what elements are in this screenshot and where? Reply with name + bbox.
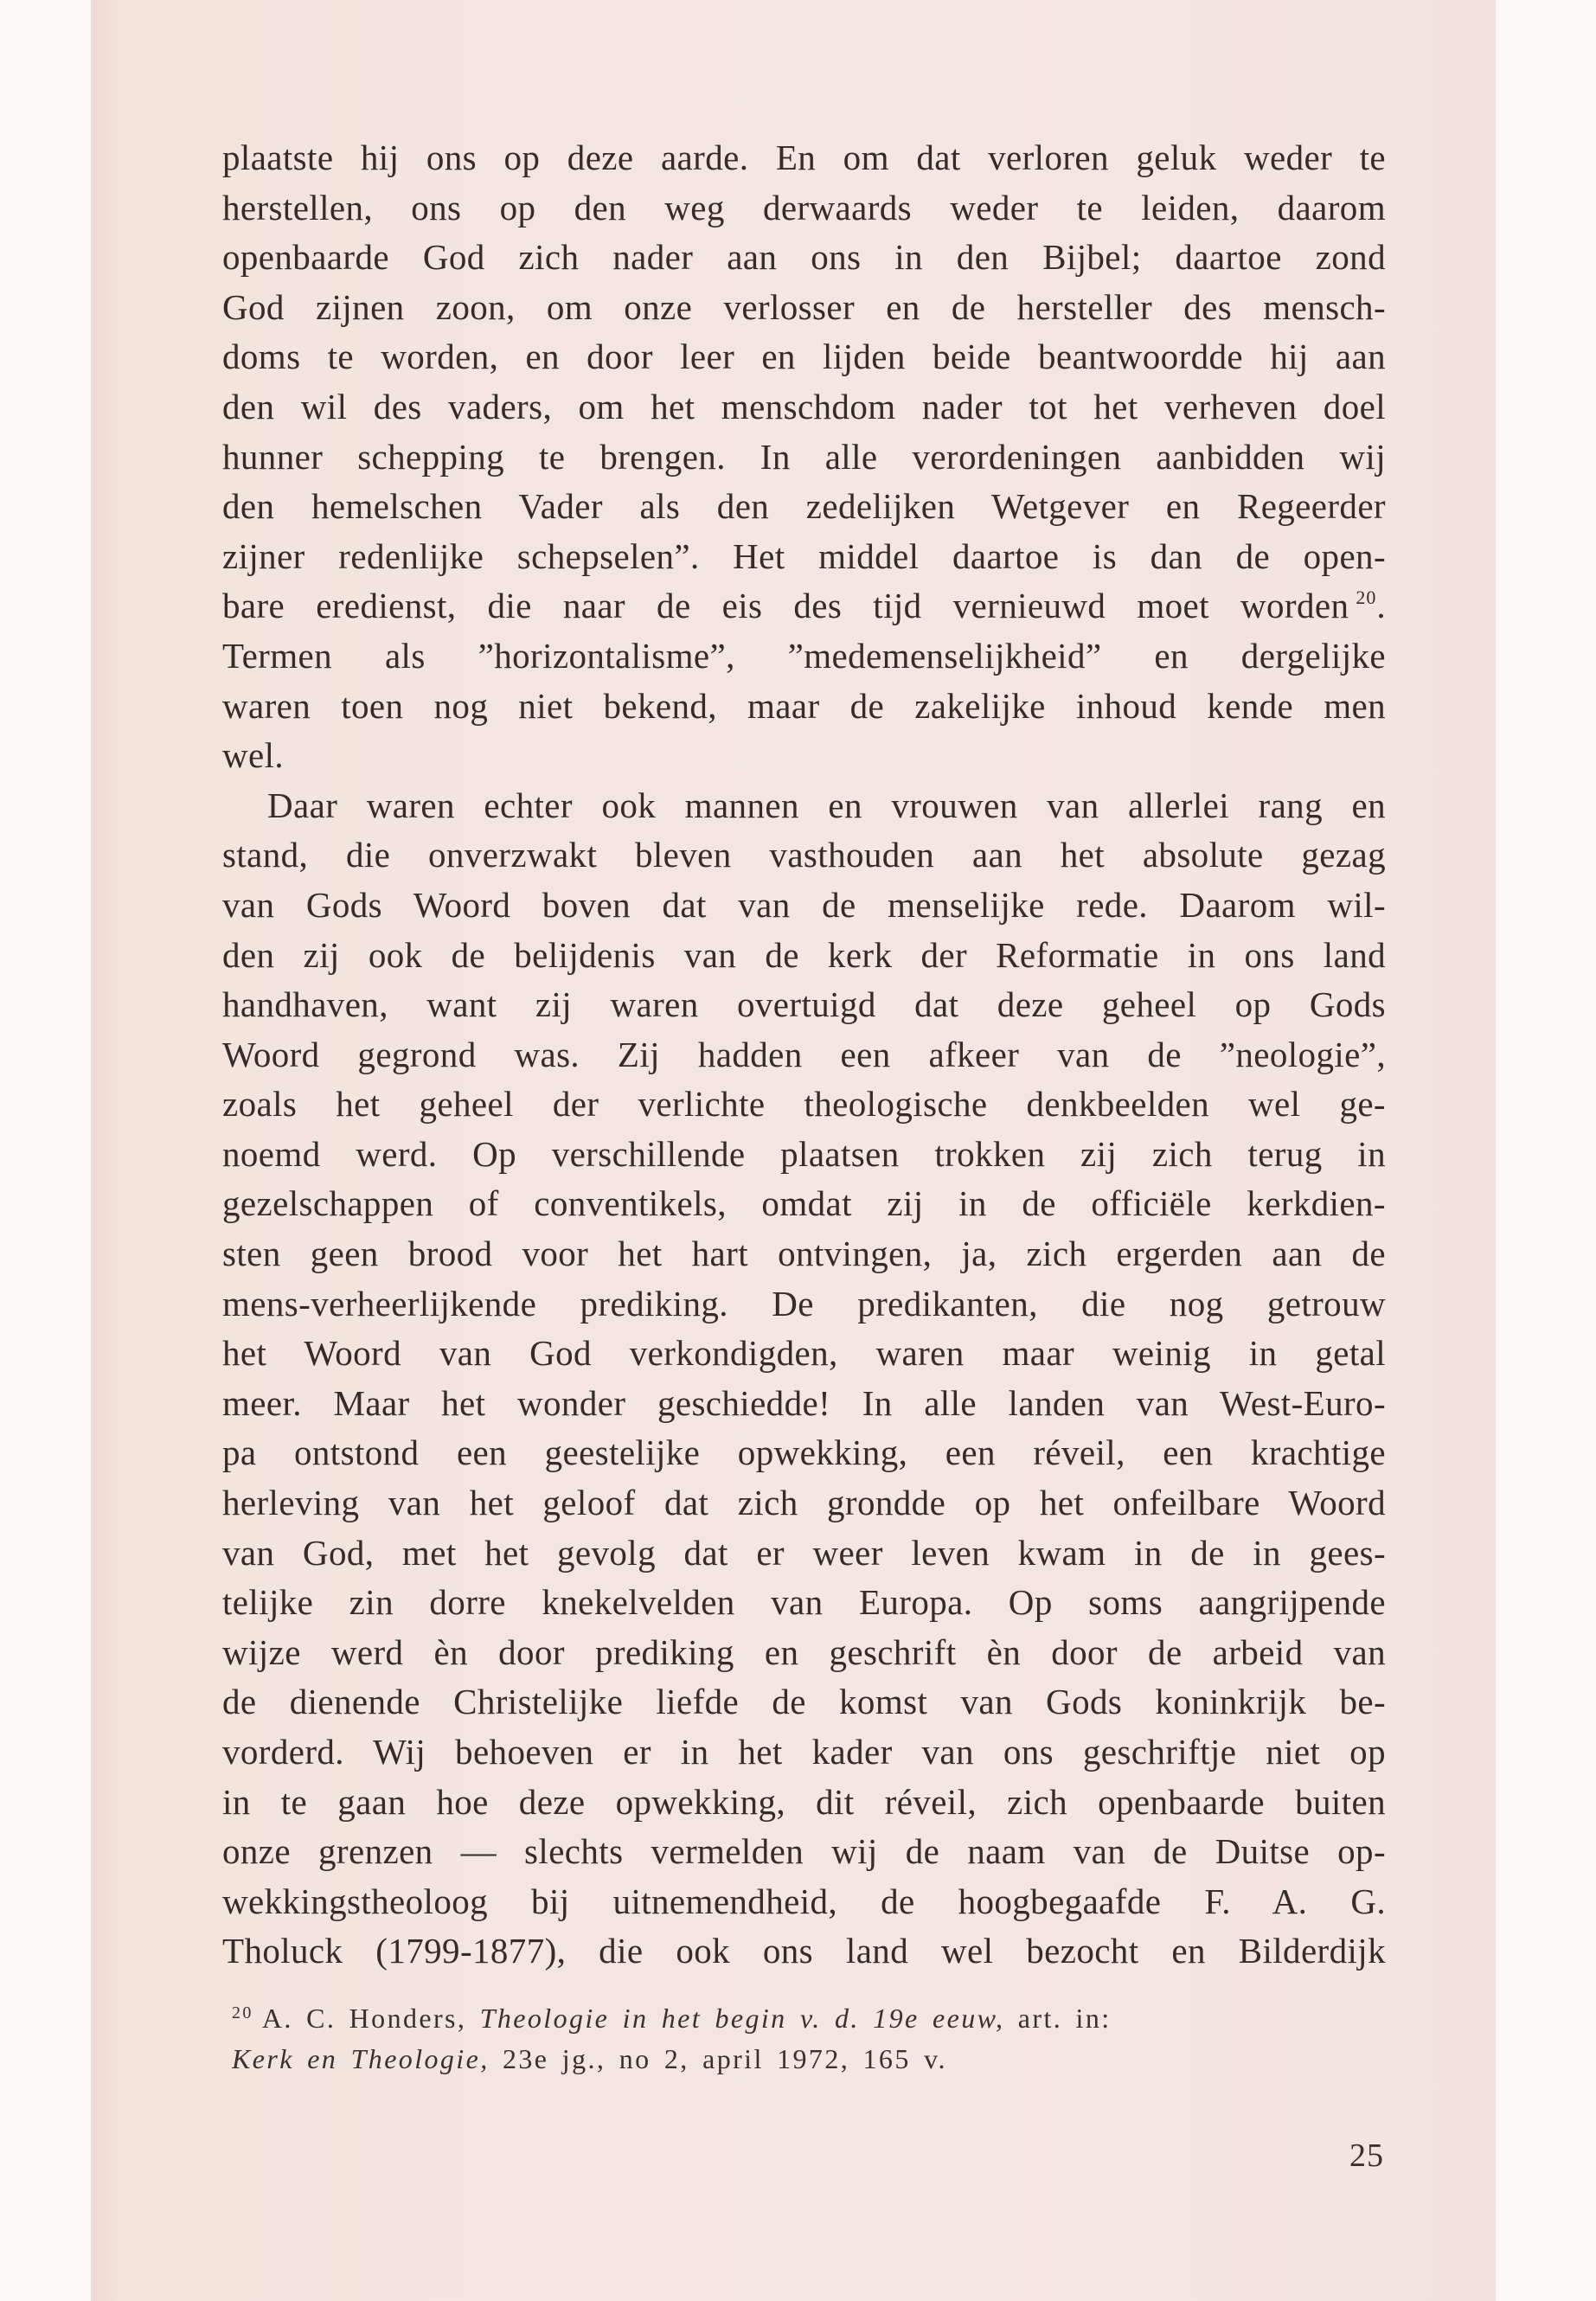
footnote-line-1 bbox=[232, 1998, 1391, 2039]
text-line: waren toen nog niet bekend, maar de zakelijke inhoud kende men bbox=[222, 685, 1386, 726]
page-number: 25 bbox=[1349, 2138, 1384, 2174]
text-line: den wil des vaders, om het menschdom nader tot het verheven doel bbox=[222, 386, 1386, 426]
text-line-segment: bare eredienst, die naar de eis des tijd vernieuwd moet worden bbox=[222, 586, 1349, 626]
text-line: noemd werd. Op verschillende plaatsen trokken zij zich terug in bbox=[222, 1133, 1386, 1174]
text-line: handhaven, want zij waren overtuigd dat deze geheel op Gods bbox=[222, 984, 1386, 1025]
text-line: zijner redenlijke schepselen”. Het middel daartoe is dan de open- bbox=[222, 535, 1386, 576]
text-line: sten geen brood voor het hart ontvingen, ja, zich ergerden aan de bbox=[222, 1234, 1386, 1274]
text-line: onze grenzen — slechts vermelden wij de naam van de Duitse op- bbox=[222, 1831, 1386, 1872]
text-line: den zij ook de belijdenis van de kerk der Reformatie in ons land bbox=[222, 934, 1386, 975]
text-line: wijze werd èn door prediking en geschrift èn door de arbeid van bbox=[222, 1631, 1386, 1672]
text-line-trailing-punctuation: . bbox=[1376, 586, 1386, 626]
text-line: wekkingstheoloog bij uitnemendheid, de hoogbegaafde F. A. G. bbox=[222, 1881, 1386, 1921]
text-line: doms te worden, en door leer en lijden beide beantwoordde hij aan bbox=[222, 336, 1386, 377]
text-line: hunner schepping te brengen. In alle verordeningen aanbidden wij bbox=[222, 436, 1386, 477]
text-line: meer. Maar het wonder geschiedde! In alle landen van West-Euro- bbox=[222, 1382, 1386, 1423]
text-line: van God, met het gevolg dat er weer leven kwam in de in gees- bbox=[222, 1532, 1386, 1573]
text-line: God zijnen zoon, om onze verlosser en de hersteller des mensch- bbox=[222, 286, 1386, 327]
text-line: Woord gegrond was. Zij hadden een afkeer van de ”neologie”, bbox=[222, 1034, 1386, 1074]
text-line: telijke zin dorre knekelvelden van Europa. Op soms aangrijpende bbox=[222, 1582, 1386, 1623]
text-line: in te gaan hoe deze opwekking, dit réveil, zich openbaarde buiten bbox=[222, 1781, 1386, 1822]
text-line: Termen als ”horizontalisme”, ”medemenselijkheid” en dergelijke bbox=[222, 635, 1386, 676]
paragraph-2 bbox=[222, 781, 1386, 1977]
text-line: herstellen, ons op den weg derwaards weder te leiden, daarom bbox=[222, 187, 1386, 228]
text-line-with-note-ref bbox=[222, 581, 1386, 631]
footnote-reference: 20 bbox=[1356, 586, 1377, 609]
footnote-journal: Kerk en Theologie, bbox=[232, 2043, 490, 2074]
text-line: mens-verheerlijkende prediking. De predikanten, die nog getrouw bbox=[222, 1283, 1386, 1324]
text-line: gezelschappen of conventikels, omdat zij in de officiële kerkdien- bbox=[222, 1183, 1386, 1224]
text-line: Tholuck (1799-1877), die ook ons land wel bezocht en Bilderdijk bbox=[222, 1931, 1386, 1971]
text-line: zoals het geheel der verlichte theologische denkbeelden wel ge- bbox=[222, 1084, 1386, 1125]
footnote-author: A. C. Honders, bbox=[261, 2003, 467, 2034]
footnote-marker: 20 bbox=[232, 2003, 253, 2022]
footnote-title: Theologie in het begin v. d. 19e eeuw, bbox=[479, 2003, 1005, 2034]
text-line: plaatste hij ons op deze aarde. En om dat verloren geluk weder te bbox=[222, 138, 1386, 177]
footnote-details: 23e jg., no 2, april 1972, 165 v. bbox=[503, 2043, 947, 2074]
footnote-art: art. in: bbox=[1017, 2003, 1112, 2034]
text-line: stand, die onverzwakt bleven vasthouden aan het absolute gezag bbox=[222, 835, 1386, 875]
paragraph-1 bbox=[222, 133, 1386, 781]
text-line: pa ontstond een geestelijke opwekking, een réveil, een krachtige bbox=[222, 1433, 1386, 1473]
text-line: herleving van het geloof dat zich grondde op het onfeilbare Woord bbox=[222, 1483, 1386, 1523]
text-line: de dienende Christelijke liefde de komst van Gods koninkrijk be- bbox=[222, 1682, 1386, 1722]
text-line: vorderd. Wij behoeven er in het kader van ons geschriftje niet op bbox=[222, 1732, 1386, 1772]
footnote bbox=[232, 1998, 1391, 2080]
footnote-line-2 bbox=[232, 2039, 1391, 2080]
body-text bbox=[222, 133, 1386, 1977]
text-line: het Woord van God verkondigden, waren maar weinig in getal bbox=[222, 1333, 1386, 1374]
text-line: openbaarde God zich nader aan ons in den Bijbel; daartoe zond bbox=[222, 237, 1386, 278]
text-line: wel. bbox=[222, 735, 285, 776]
text-line: van Gods Woord boven dat van de menselijke rede. Daarom wil- bbox=[222, 884, 1386, 925]
text-line: den hemelschen Vader als den zedelijken Wetgever en Regeerder bbox=[222, 486, 1386, 527]
text-line: Daar waren echter ook mannen en vrouwen van allerlei rang en bbox=[267, 785, 1386, 825]
